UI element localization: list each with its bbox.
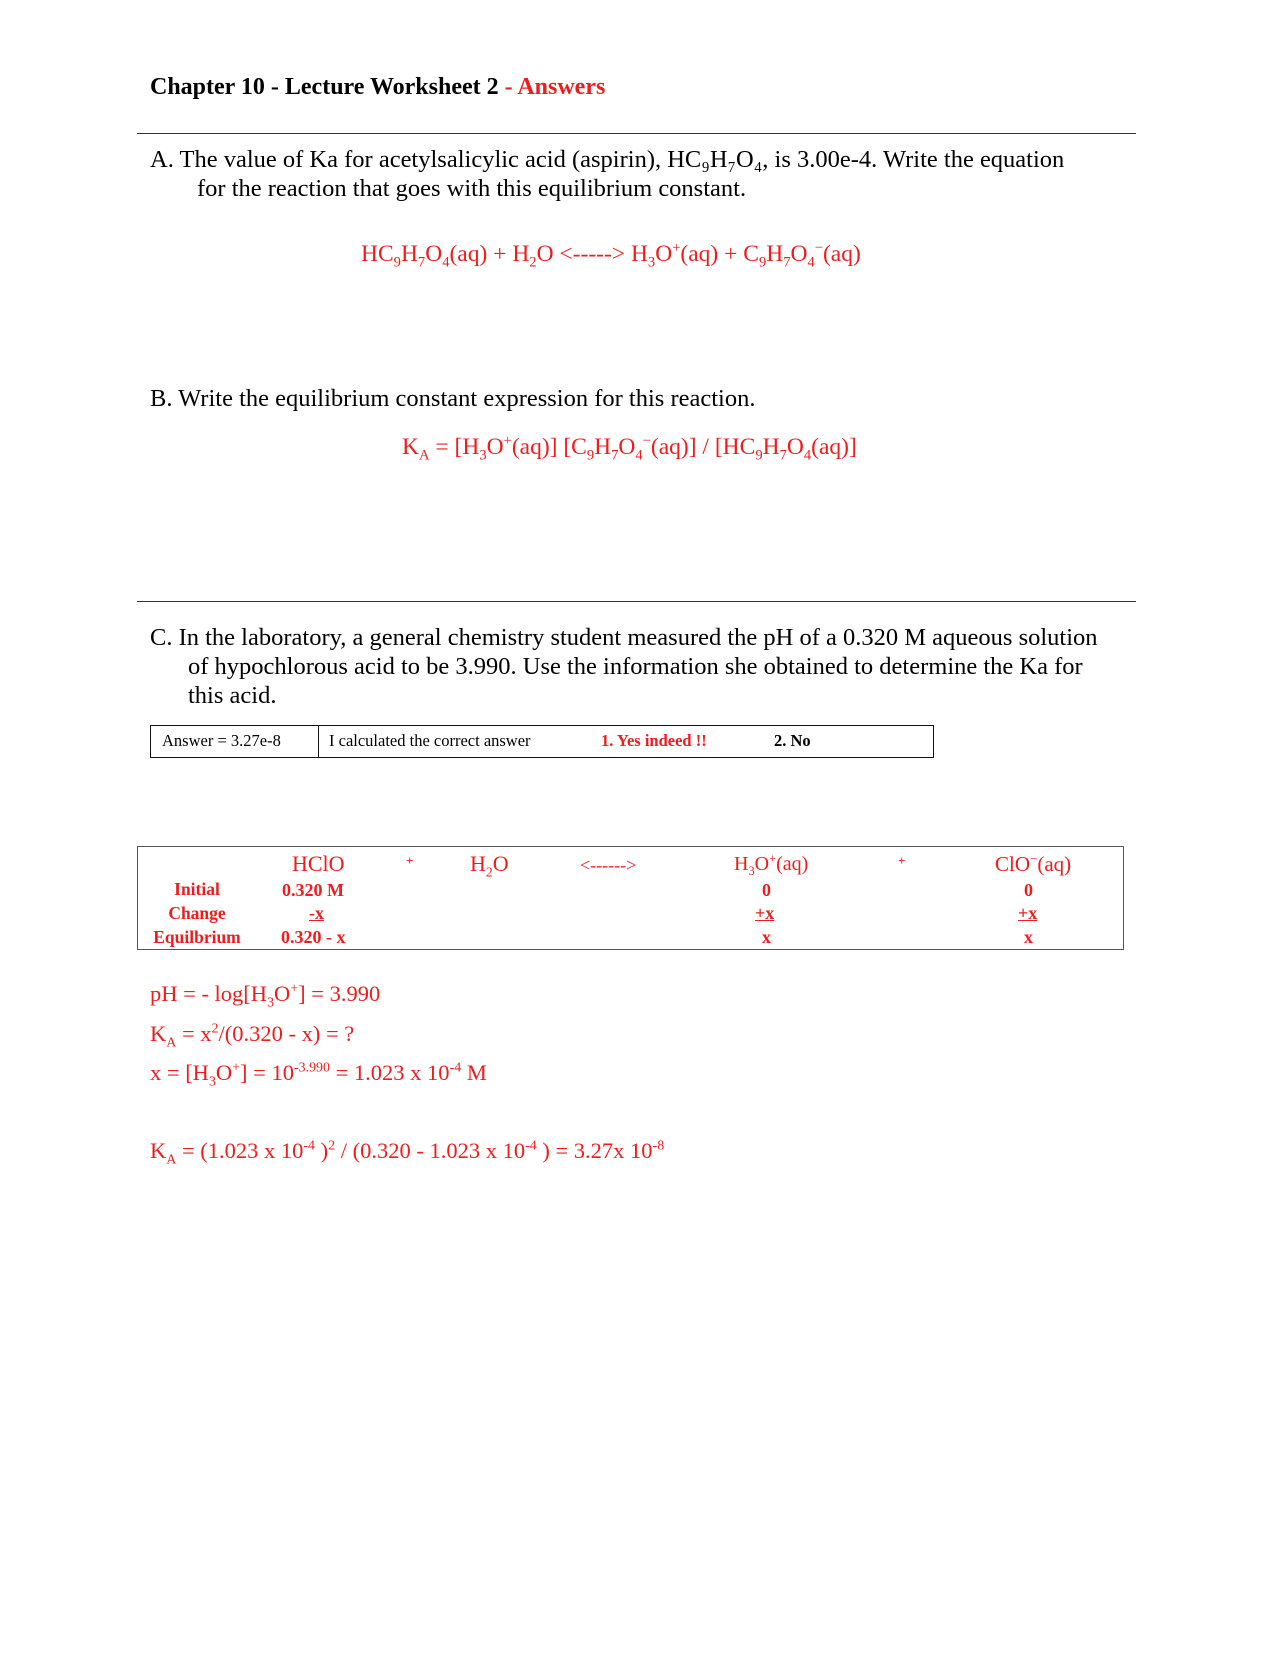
row-label-initial: Initial	[174, 879, 220, 899]
question-b-line1: B. Write the equilibrium constant expression for this reaction.	[150, 385, 756, 412]
work-text: ) = 3.27x 10	[536, 1138, 653, 1163]
question-a-line2: for the reaction that goes with this equilibrium constant.	[197, 175, 747, 202]
eq-text: H	[630, 241, 648, 267]
option-no[interactable]: 2. No	[774, 731, 811, 750]
eq-sub: 4	[803, 447, 812, 464]
clo-initial: 0	[1024, 880, 1033, 900]
clo-change: +x	[1018, 903, 1038, 923]
question-c-line3: this acid.	[188, 682, 277, 709]
ice-header-water	[470, 851, 509, 880]
eq-text: O	[655, 241, 673, 267]
h3o-initial: 0	[762, 880, 771, 900]
work-text: = x	[176, 1021, 212, 1046]
eq-text: (aq)] [C	[511, 434, 587, 460]
title-separator: -	[498, 74, 518, 100]
work-sup: -3.990	[293, 1060, 330, 1076]
eq-sub: 9	[393, 254, 401, 271]
clo-equilibrium: x	[1024, 927, 1033, 947]
eq-sub: 4	[807, 254, 815, 271]
eq-sub: 3	[479, 447, 487, 464]
row-label-change: Change	[168, 903, 226, 923]
eq-text: H	[594, 434, 612, 460]
eq-sup: +	[672, 240, 681, 257]
ice-header-base	[995, 852, 1071, 877]
work-sub: 3	[208, 1074, 216, 1090]
answer-box-divider	[318, 726, 319, 757]
answer-b-expression	[402, 433, 857, 464]
eq-text: (aq) +	[680, 241, 744, 267]
work-sup: -4	[525, 1138, 537, 1154]
ice-header-hydronium	[734, 853, 808, 876]
eq-sub: 4	[442, 254, 450, 271]
eq-text: H	[512, 241, 530, 267]
eq-text: (aq)] / [HC	[650, 434, 756, 460]
work-sup: -4	[449, 1060, 462, 1076]
formula-part: ClO	[995, 852, 1031, 876]
work-sup: +	[290, 981, 299, 997]
question-c-line2: of hypochlorous acid to be 3.990. Use the information she obtained to determine the Ka for	[188, 653, 1083, 680]
work-text: x = [H	[150, 1060, 209, 1085]
work-text: K	[150, 1021, 167, 1046]
eq-sub: 7	[783, 254, 791, 271]
formula-part: O	[492, 851, 509, 876]
ice-header-plus-1: +	[406, 853, 414, 868]
question-b	[150, 384, 755, 413]
formula-part: (aq)	[1037, 852, 1072, 876]
work-sup: 2	[211, 1021, 219, 1037]
page-title	[150, 74, 605, 101]
eq-text: = [H	[429, 434, 480, 460]
eq-sub: A	[418, 447, 430, 464]
eq-text: H	[766, 241, 784, 267]
formula-part: O	[754, 853, 770, 875]
formula-sub: 2	[485, 864, 493, 880]
title-main: Chapter 10 - Lecture Worksheet 2	[150, 74, 499, 100]
eq-text: (aq) +	[449, 241, 513, 267]
eq-text: K	[402, 434, 419, 460]
work-text: ] = 10	[240, 1060, 294, 1085]
answer-prompt: I calculated the correct answer	[329, 731, 531, 750]
work-sub: A	[166, 1152, 177, 1168]
work-text: M	[461, 1060, 487, 1085]
question-c	[150, 623, 1098, 710]
work-text: O	[274, 981, 291, 1006]
answer-value: Answer = 3.27e-8	[162, 731, 281, 750]
eq-sub: 2	[529, 254, 537, 271]
work-text: = (1.023 x 10	[176, 1138, 304, 1163]
work-text: K	[150, 1138, 167, 1163]
formula-sup: +	[769, 851, 777, 866]
formula-part: (aq)	[776, 853, 809, 875]
h3o-equilibrium: x	[762, 927, 771, 947]
work-text: /(0.320 - x) = ?	[218, 1021, 355, 1046]
ice-header-arrow: <------>	[580, 855, 637, 875]
work-text: O	[215, 1060, 233, 1085]
work-sup: -4	[303, 1138, 316, 1154]
question-a-line1: A. The value of Ka for acetylsalicylic acid (aspirin), HC₉H₇O₄, is 3.00e-4. Write the equation	[150, 146, 1065, 173]
ice-header-acid: HClO	[292, 851, 345, 876]
work-final-ka	[150, 1138, 665, 1168]
eq-text: (aq)]	[811, 434, 857, 460]
formula-part: H	[470, 851, 486, 876]
eq-sub: 7	[611, 447, 619, 464]
work-sup: 2	[328, 1138, 336, 1154]
eq-sub: 3	[647, 254, 656, 271]
eq-sup: −	[814, 240, 823, 257]
work-text: / (0.320 - 1.023 x 10	[335, 1138, 526, 1163]
eq-text: O	[618, 434, 636, 460]
acid-equilibrium: 0.320 - x	[281, 927, 346, 947]
formula-part: H	[734, 853, 749, 875]
work-text: )	[315, 1138, 329, 1163]
work-sup: -8	[652, 1138, 665, 1154]
eq-text: O	[786, 434, 804, 460]
eq-sub: 9	[758, 254, 767, 271]
work-sup: +	[232, 1060, 241, 1076]
work-ka-expression	[150, 1021, 355, 1051]
row-label-equilibrium: Equilbrium	[153, 927, 241, 947]
eq-text: O	[790, 241, 808, 267]
question-c-line1: C. In the laboratory, a general chemistry student measured the pH of a 0.320 M aqueous solution	[150, 624, 1098, 651]
question-a	[150, 145, 1064, 203]
work-text: = 1.023 x 10	[329, 1060, 450, 1085]
eq-text: HC	[361, 241, 394, 267]
ice-table	[137, 846, 1124, 950]
work-x-value	[150, 1060, 487, 1090]
work-sub: A	[166, 1035, 177, 1051]
eq-text: (aq)	[822, 241, 861, 267]
eq-text: O <----->	[536, 241, 631, 267]
eq-sub: 7	[779, 447, 787, 464]
eq-sub: 7	[417, 254, 426, 271]
eq-text: H	[762, 434, 780, 460]
ice-header-plus-2: +	[898, 853, 906, 868]
eq-sup: +	[503, 433, 512, 450]
formula-sup: −	[1030, 851, 1038, 866]
title-answers: Answers	[517, 74, 606, 100]
work-ph	[150, 981, 381, 1011]
eq-text: H	[400, 241, 418, 267]
divider-middle	[137, 601, 1136, 602]
work-text: ] = 3.990	[298, 981, 381, 1006]
acid-change: -x	[309, 903, 324, 923]
eq-sub: 9	[755, 447, 763, 464]
option-yes[interactable]: 1. Yes indeed !!	[601, 731, 707, 750]
answer-a-equation	[361, 240, 861, 271]
eq-sup: −	[642, 433, 651, 450]
work-text: pH = - log[H	[150, 981, 268, 1006]
eq-sub: 9	[586, 447, 595, 464]
h3o-change: +x	[755, 903, 775, 923]
divider-top	[137, 133, 1136, 134]
eq-text: O	[425, 241, 443, 267]
answer-box	[150, 725, 934, 758]
eq-text: O	[486, 434, 504, 460]
eq-text: C	[743, 241, 759, 267]
formula-sub: 3	[748, 864, 755, 878]
acid-initial: 0.320 M	[282, 880, 344, 900]
eq-sub: 4	[635, 447, 643, 464]
work-sub: 3	[267, 995, 275, 1011]
